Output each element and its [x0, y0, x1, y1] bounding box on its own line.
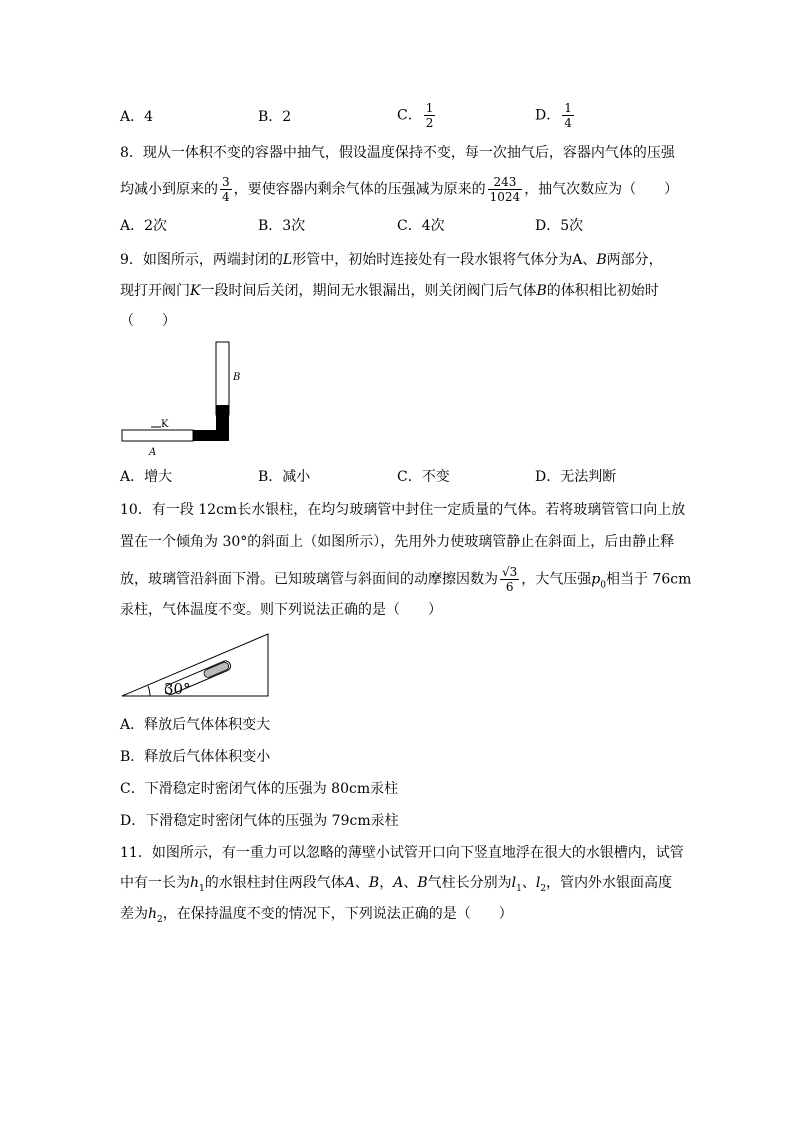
incline-triangle [122, 634, 268, 696]
q10-option-a: A．释放后气体体积变大 [120, 717, 271, 733]
q8-option-d: D．5次 [535, 218, 584, 234]
q11-stem-line3: 差为$h_2$，在保持温度不变的情况下，下列说法正确的是（ ） [120, 906, 513, 925]
q7-option-d: D． $\frac{1}{4}$ [535, 101, 572, 130]
q9-option-a: A．增大 [120, 469, 173, 485]
q11-stem-line1: 11．如图所示，有一重力可以忽略的薄壁小试管开口向下竖直地浮在很大的水银槽内，试管 [120, 845, 684, 861]
q10-option-b: B．释放后气体体积变小 [120, 749, 271, 765]
l-tube-figure [115, 335, 245, 460]
q8-option-b: B．3次 [258, 218, 306, 234]
incline-figure [118, 630, 273, 702]
q7-option-a: A．4 [120, 109, 154, 125]
mercury-column-corner [193, 430, 229, 441]
q8-stem-line2: 均减小到原来的 $\frac{3}{4}$ ，要使容器内剩余气体的压强减为原来的 $\frac{243}{1024}$ ，抽气次数应为（ ） [120, 175, 679, 204]
q8-stem-line1: 8．现从一体积不变的容器中抽气，假设温度保持不变，每一次抽气后，容器内气体的压强 [120, 145, 675, 161]
q9-stem-line3: （ ） [120, 313, 176, 329]
q8-option-a: A．2次 [120, 218, 168, 234]
q9-option-d: D．无法判断 [535, 469, 617, 485]
angle-label: 30° [164, 680, 191, 698]
label-a: A [149, 447, 157, 458]
vertical-tube-b [216, 342, 229, 415]
q11-stem-line2: 中有一长为$h_1$的水银柱封住两段气体A、B，A、B气柱长分别为$l_1$、$l_2$，管内外水银面高度 [120, 875, 673, 894]
q10-stem-line3: 放，玻璃管沿斜面下滑。已知玻璃管与斜面间的动摩擦因数为 $\frac{√3}{6}$ ，大气压强$p_0$相当于 76cm [120, 565, 692, 594]
horizontal-tube-a [122, 430, 193, 441]
q7-option-b: B．2 [258, 109, 292, 125]
label-b: B [233, 372, 241, 383]
q9-option-c: C．不变 [397, 469, 450, 485]
q8-option-c: C．4次 [397, 218, 445, 234]
q10-stem-line4: 汞柱，气体温度不变。则下列说法正确的是（ ） [120, 602, 442, 618]
q9-stem-line1: 9．如图所示，两端封闭的L形管中，初始时连接处有一段水银将气体分为A、B两部分， [120, 252, 663, 268]
q9-option-b: B．减小 [258, 469, 311, 485]
q10-option-c: C．下滑稳定时密闭气体的压强为 80cm汞柱 [120, 781, 399, 797]
q10-stem-line1: 10．有一段 12cm长水银柱，在均匀玻璃管中封住一定质量的气体。若将玻璃管管口向上放 [120, 502, 686, 518]
q10-stem-line2: 置在一个倾角为 30°的斜面上（如图所示），先用外力使玻璃管静止在斜面上，后由静止释 [120, 534, 675, 550]
q10-option-d: D．下滑稳定时密闭气体的压强为 79cm汞柱 [120, 813, 399, 829]
q9-stem-line2: 现打开阀门K一段时间后关闭，期间无水银漏出，则关闭阀门后气体B的体积相比初始时 [120, 283, 659, 299]
q7-option-c: C． $\frac{1}{2}$ [397, 101, 434, 130]
label-k: K [161, 419, 169, 430]
